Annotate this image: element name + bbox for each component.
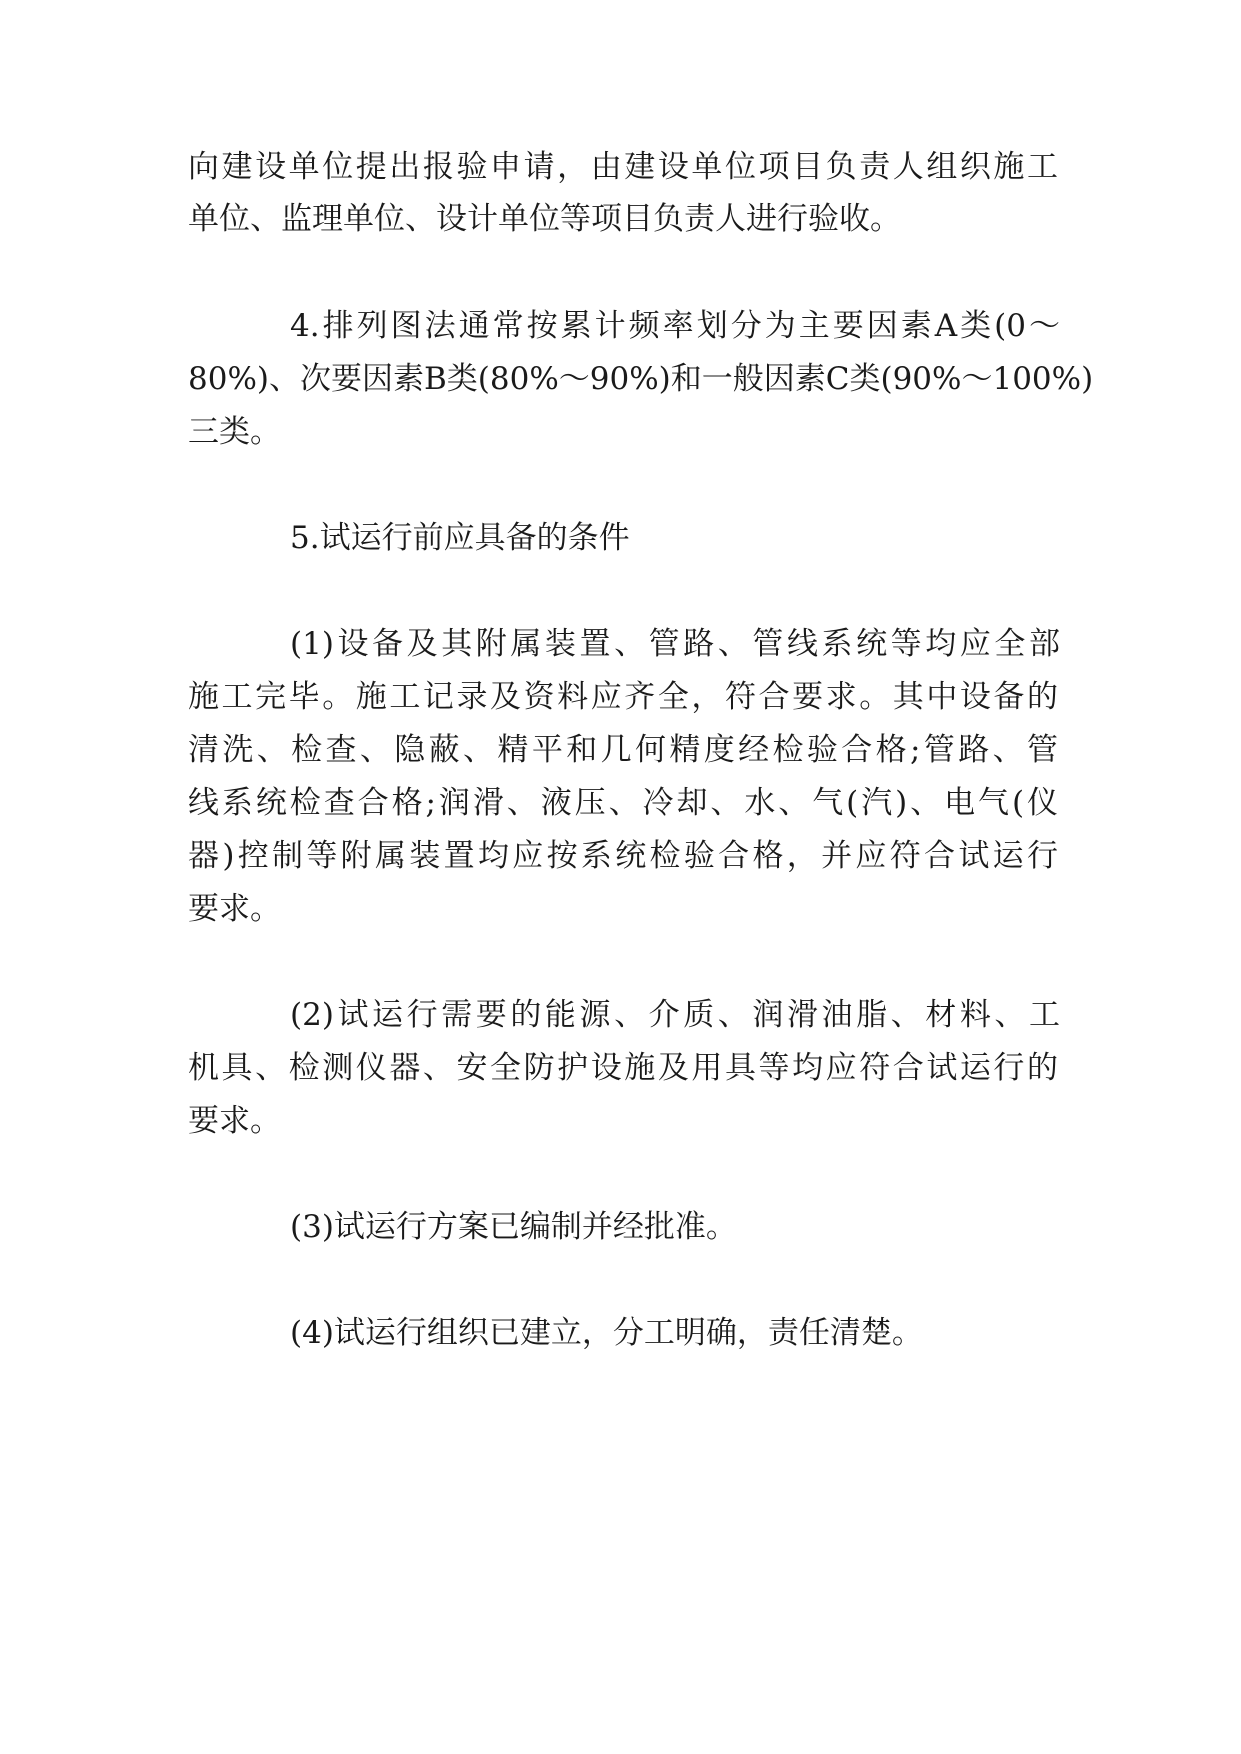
text-line: (3)试运行方案已编制并经批准。 (290, 1209, 737, 1245)
text-line: 单位、监理单位、设计单位等项目负责人进行验收。 (188, 201, 901, 237)
text-line: 4.排列图法通常按累计频率划分为主要因素A类(0～ (290, 308, 1060, 344)
text-line: 要求。 (188, 891, 281, 927)
text-line: 80%)、次要因素B类(80%～90%)和一般因素C类(90%～100%) (188, 361, 1094, 397)
text-line: 三类。 (188, 414, 281, 450)
text-line: 机具、检测仪器、安全防护设施及用具等均应符合试运行的 (188, 1050, 1058, 1086)
text-line: (4)试运行组织已建立，分工明确，责任清楚。 (290, 1315, 923, 1351)
text-line: 向建设单位提出报验申请，由建设单位项目负责人组织施工 (188, 149, 1058, 185)
text-line: 线系统检查合格;润滑、液压、冷却、水、气(汽)、电气(仪 (188, 785, 1058, 821)
text-line: 清洗、检查、隐蔽、精平和几何精度经检验合格;管路、管 (188, 732, 1058, 768)
text-line: 器)控制等附属装置均应按系统检验合格，并应符合试运行 (188, 838, 1058, 874)
text-line: 施工完毕。施工记录及资料应齐全，符合要求。其中设备的 (188, 679, 1058, 715)
text-line: (2)试运行需要的能源、介质、润滑油脂、材料、工 (290, 997, 1060, 1033)
text-line: 要求。 (188, 1103, 281, 1139)
text-line: (1)设备及其附属装置、管路、管线系统等均应全部 (290, 626, 1060, 662)
section-heading: 5.试运行前应具备的条件 (290, 520, 630, 556)
